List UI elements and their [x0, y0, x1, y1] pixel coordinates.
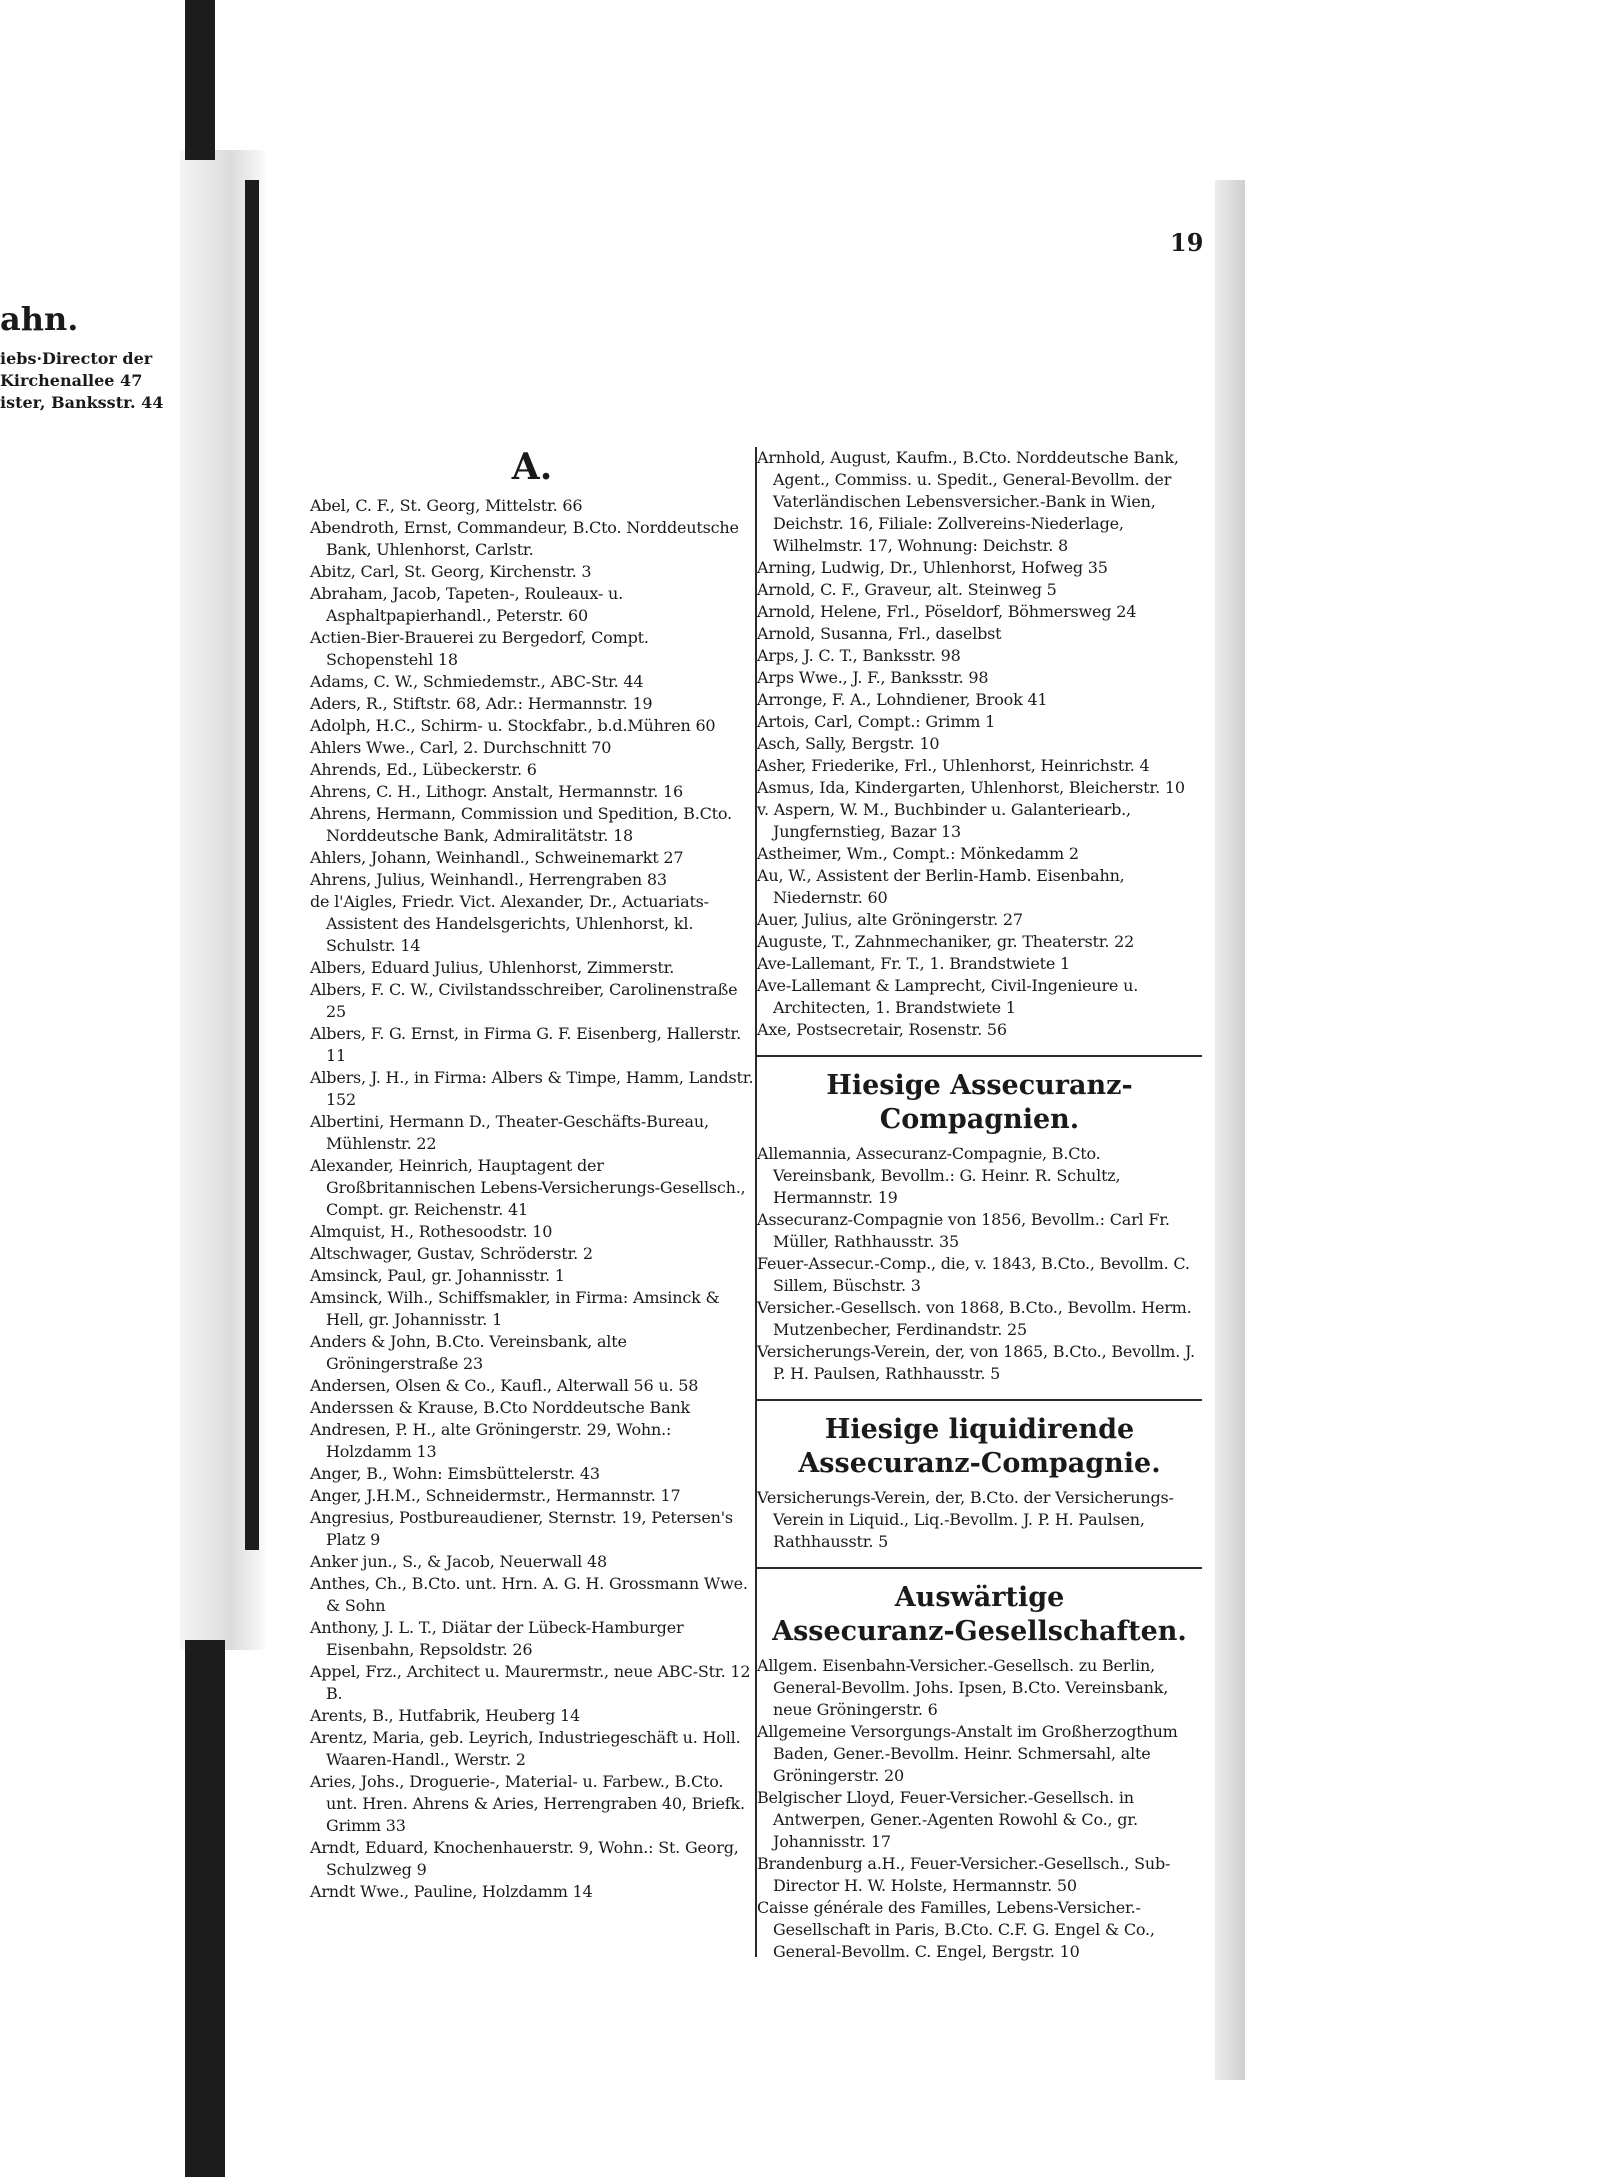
section-letter: A.: [511, 446, 553, 488]
directory-entry: Altschwager, Gustav, Schröderstr. 2: [310, 1244, 593, 1263]
directory-entry: Adolph, H.C., Schirm- u. Stockfabr., b.d.Mühren 60: [310, 716, 716, 735]
directory-entry: Actien-Bier-Brauerei zu Bergedorf, Compt. Schopenstehl 18: [310, 628, 649, 669]
directory-entry: Andresen, P. H., alte Gröningerstr. 29, Wohn.: Holzdamm 13: [310, 1420, 672, 1461]
directory-entry: Ave-Lallemant & Lamprecht, Civil-Ingenieure u. Architecten, 1. Brandstwiete 1: [757, 976, 1139, 1017]
directory-entry: Abendroth, Ernst, Commandeur, B.Cto. Norddeutsche Bank, Uhlenhorst, Carlstr.: [310, 518, 739, 559]
directory-entry: Axe, Postsecretair, Rosenstr. 56: [757, 1020, 1007, 1039]
page-number: 19: [1170, 228, 1204, 257]
directory-entry: Aders, R., Stiftstr. 68, Adr.: Hermannstr. 19: [310, 694, 653, 713]
directory-entry: Arnold, Susanna, Frl., daselbst: [757, 624, 1002, 643]
directory-entry: Albers, F. G. Ernst, in Firma G. F. Eisenberg, Hallerstr. 11: [310, 1024, 741, 1065]
right-sections: [757, 1055, 1202, 1963]
section-heading-line: Assecuranz-Gesellschaften.: [772, 1616, 1187, 1647]
directory-entry: Ahrens, C. H., Lithogr. Anstalt, Hermannstr. 16: [310, 782, 683, 801]
directory-entry: Asmus, Ida, Kindergarten, Uhlenhorst, Bleicherstr. 10: [757, 778, 1185, 797]
directory-entry: Ave-Lallemant, Fr. T., 1. Brandstwiete 1: [757, 954, 1070, 973]
left-entries: [310, 495, 754, 1903]
section-heading: [757, 1581, 1202, 1649]
directory-entry: Auer, Julius, alte Gröningerstr. 27: [757, 910, 1023, 929]
right-entries: [757, 447, 1202, 1041]
directory-entry: Angresius, Postbureaudiener, Sternstr. 19, Petersen's Platz 9: [310, 1508, 733, 1549]
directory-entry: Arps Wwe., J. F., Banksstr. 98: [757, 668, 989, 687]
directory-entry: Arronge, F. A., Lohndiener, Brook 41: [757, 690, 1048, 709]
directory-entry: Albers, F. C. W., Civilstandsschreiber, Carolinenstraße 25: [310, 980, 738, 1021]
previous-page-heading: ahn.: [0, 300, 79, 338]
section-heading-line: Hiesige liquidirende: [824, 1414, 1135, 1445]
directory-entry: Arents, B., Hutfabrik, Heuberg 14: [310, 1706, 581, 1725]
directory-entry: Feuer-Assecur.-Comp., die, v. 1843, B.Cto., Bevollm. C. Sillem, Büschstr. 3: [757, 1254, 1190, 1295]
directory-entry: de l'Aigles, Friedr. Vict. Alexander, Dr., Actuariats-Assistent des Handelsgerichts, Uhlenhorst, kl. Schulstr. 14: [310, 892, 709, 955]
directory-entry: Arnold, C. F., Graveur, alt. Steinweg 5: [757, 580, 1057, 599]
directory-entry: Aries, Johs., Droguerie-, Material- u. Farbew., B.Cto. unt. Hren. Ahrens & Aries, Herrengraben 40, Briefk. Grimm 33: [310, 1772, 745, 1835]
directory-entry: Anderssen & Krause, B.Cto Norddeutsche Bank: [310, 1398, 691, 1417]
directory-entry: Amsinck, Wilh., Schiffsmakler, in Firma: Amsinck & Hell, gr. Johannisstr. 1: [310, 1288, 720, 1329]
directory-entry: Anders & John, B.Cto. Vereinsbank, alte Gröningerstraße 23: [310, 1332, 627, 1373]
directory-entry: Ahrens, Julius, Weinhandl., Herrengraben 83: [310, 870, 667, 889]
directory-entry: Arning, Ludwig, Dr., Uhlenhorst, Hofweg 35: [757, 558, 1108, 577]
directory-entry: Almquist, H., Rothesoodstr. 10: [310, 1222, 553, 1241]
directory-entry: Anthes, Ch., B.Cto. unt. Hrn. A. G. H. Grossmann Wwe. & Sohn: [310, 1574, 748, 1615]
directory-entry: Anker jun., S., & Jacob, Neuerwall 48: [310, 1552, 607, 1571]
directory-entry: Caisse générale des Familles, Lebens-Versicher.-Gesellschaft in Paris, B.Cto. C.F. G. Engel & Co., General-Bevollm. C. Engel, Bergstr. 10: [757, 1898, 1155, 1961]
binding-strip: [245, 180, 259, 1550]
directory-entry: Asch, Sally, Bergstr. 10: [757, 734, 940, 753]
directory-entry: Asher, Friederike, Frl., Uhlenhorst, Heinrichstr. 4: [757, 756, 1150, 775]
directory-entry: Allgem. Eisenbahn-Versicher.-Gesellsch. zu Berlin, General-Bevollm. Johs. Ipsen, B.Cto. Vereinsbank, neue Gröningerstr. 6: [757, 1656, 1169, 1719]
section-rule: [757, 1567, 1202, 1569]
directory-entry: Arentz, Maria, geb. Leyrich, Industriegeschäft u. Holl. Waaren-Handl., Werstr. 2: [310, 1728, 741, 1769]
directory-entry: Albers, Eduard Julius, Uhlenhorst, Zimmerstr.: [310, 958, 675, 977]
left-column: [310, 445, 754, 1903]
directory-entry: Astheimer, Wm., Compt.: Mönkedamm 2: [757, 844, 1079, 863]
binding-strip-bottom: [185, 1640, 225, 2177]
directory-entry: Alexander, Heinrich, Hauptagent der Großbritannischen Lebens-Versicherungs-Gesellsch., Compt. gr. Reichenstr. 41: [310, 1156, 746, 1219]
directory-entry: Abitz, Carl, St. Georg, Kirchenstr. 3: [310, 562, 592, 581]
directory-entry: Anger, J.H.M., Schneidermstr., Hermannstr. 17: [310, 1486, 681, 1505]
directory-entry: Albers, J. H., in Firma: Albers & Timpe, Hamm, Landstr. 152: [310, 1068, 754, 1109]
directory-entry: Albertini, Hermann D., Theater-Geschäfts-Bureau, Mühlenstr. 22: [310, 1112, 709, 1153]
directory-entry: Artois, Carl, Compt.: Grimm 1: [757, 712, 996, 731]
directory-entry: Arnhold, August, Kaufm., B.Cto. Norddeutsche Bank, Agent., Commiss. u. Spedit., General-Bevollm. der Vaterländischen Lebensversicher.-Bank in Wien, Deichstr. 16, Filiale: Zollvereins-Niederlage, Wilhelmstr. 17, Wohnung: Deichstr. 8: [757, 448, 1179, 555]
previous-page-line: ister, Banksstr. 44: [0, 393, 164, 412]
section-heading-line: Assecuranz-Compagnie.: [798, 1448, 1161, 1479]
previous-page-line: iebs·Director der: [0, 349, 153, 368]
section-heading-line: Hiesige Assecuranz-Compagnien.: [826, 1070, 1133, 1135]
directory-entry: Anthony, J. L. T., Diätar der Lübeck-Hamburger Eisenbahn, Repsoldstr. 26: [310, 1618, 684, 1659]
previous-page-line: Kirchenallee 47: [0, 371, 143, 390]
directory-entry: Allgemeine Versorgungs-Anstalt im Großherzogthum Baden, Gener.-Bevollm. Heinr. Schmersahl, alte Gröningerstr. 20: [757, 1722, 1178, 1785]
directory-entry: Ahlers, Johann, Weinhandl., Schweinemarkt 27: [310, 848, 684, 867]
directory-entry: Assecuranz-Compagnie von 1856, Bevollm.: Carl Fr. Müller, Rathhausstr. 35: [757, 1210, 1170, 1251]
directory-entry: Appel, Frz., Architect u. Maurermstr., neue ABC-Str. 12 B.: [310, 1662, 751, 1703]
page-edge-shadow: [1215, 180, 1245, 2080]
directory-entry: Au, W., Assistent der Berlin-Hamb. Eisenbahn, Niedernstr. 60: [757, 866, 1125, 907]
directory-entry: Anger, B., Wohn: Eimsbüttelerstr. 43: [310, 1464, 600, 1483]
directory-entry: Brandenburg a.H., Feuer-Versicher.-Gesellsch., Sub-Director H. W. Holste, Hermannstr. 50: [757, 1854, 1171, 1895]
directory-entry: Andersen, Olsen & Co., Kaufl., Alterwall 56 u. 58: [310, 1376, 699, 1395]
directory-entry: Auguste, T., Zahnmechaniker, gr. Theaterstr. 22: [757, 932, 1135, 951]
directory-entry: Allemannia, Assecuranz-Compagnie, B.Cto. Vereinsbank, Bevollm.: G. Heinr. R. Schultz, Hermannstr. 19: [757, 1144, 1121, 1207]
section-heading: [757, 1413, 1202, 1481]
section-rule: [757, 1055, 1202, 1057]
directory-entry: Abel, C. F., St. Georg, Mittelstr. 66: [310, 496, 583, 515]
section-heading-line: Auswärtige: [894, 1582, 1065, 1613]
directory-entry: Versicherungs-Verein, der, B.Cto. der Versicherungs-Verein in Liquid., Liq.-Bevollm. J. P. H. Paulsen, Rathhausstr. 5: [757, 1488, 1174, 1551]
directory-entry: Amsinck, Paul, gr. Johannisstr. 1: [310, 1266, 565, 1285]
right-column: [757, 447, 1202, 1963]
directory-entry: Abraham, Jacob, Tapeten-, Rouleaux- u. Asphaltpapierhandl., Peterstr. 60: [310, 584, 624, 625]
directory-entry: Arndt Wwe., Pauline, Holzdamm 14: [310, 1882, 593, 1901]
section-heading: [757, 1069, 1202, 1137]
directory-entry: v. Aspern, W. M., Buchbinder u. Galanteriearb., Jungfernstieg, Bazar 13: [757, 800, 1131, 841]
directory-entry: Adams, C. W., Schmiedemstr., ABC-Str. 44: [310, 672, 644, 691]
directory-entry: Versicher.-Gesellsch. von 1868, B.Cto., Bevollm. Herm. Mutzenbecher, Ferdinandstr. 25: [757, 1298, 1192, 1339]
section-rule: [757, 1399, 1202, 1401]
directory-entry: Ahrens, Hermann, Commission und Spedition, B.Cto. Norddeutsche Bank, Admiralitätstr. 18: [310, 804, 732, 845]
directory-entry: Arndt, Eduard, Knochenhauerstr. 9, Wohn.: St. Georg, Schulzweg 9: [310, 1838, 739, 1879]
directory-entry: Versicherungs-Verein, der, von 1865, B.Cto., Bevollm. J. P. H. Paulsen, Rathhausstr. 5: [757, 1342, 1195, 1383]
previous-page-fragment: [0, 300, 164, 414]
directory-entry: Belgischer Lloyd, Feuer-Versicher.-Gesellsch. in Antwerpen, Gener.-Agenten Rowohl & Co., gr. Johannisstr. 17: [757, 1788, 1138, 1851]
binding-strip-top: [185, 0, 215, 160]
directory-entry: Arnold, Helene, Frl., Pöseldorf, Böhmersweg 24: [757, 602, 1137, 621]
directory-entry: Ahrends, Ed., Lübeckerstr. 6: [310, 760, 537, 779]
directory-entry: Ahlers Wwe., Carl, 2. Durchschnitt 70: [310, 738, 612, 757]
directory-entry: Arps, J. C. T., Banksstr. 98: [757, 646, 961, 665]
